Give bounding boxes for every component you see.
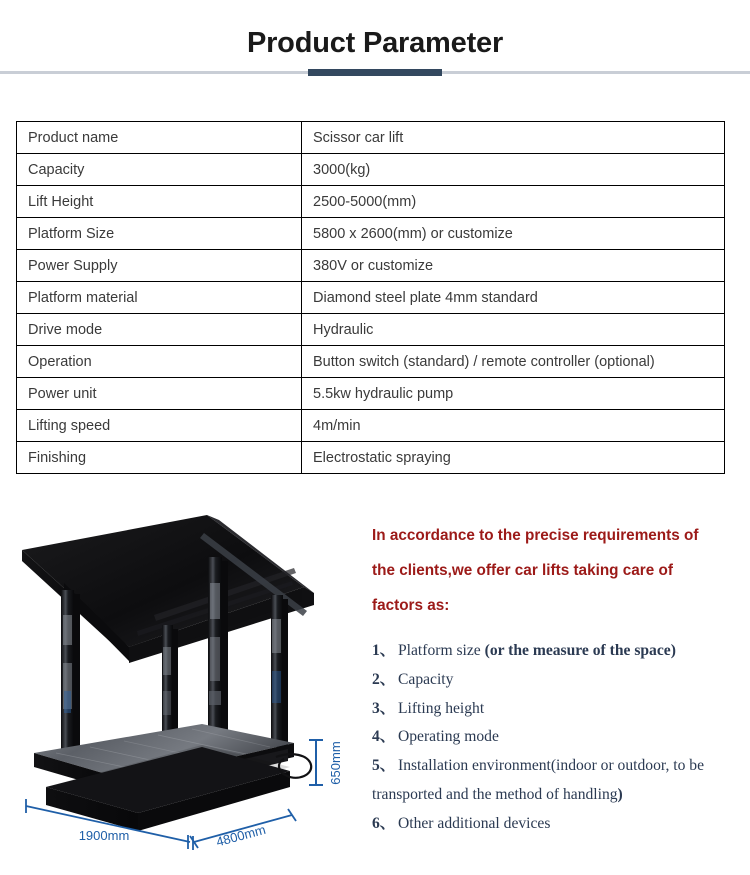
param-name-cell: Drive mode bbox=[17, 314, 302, 346]
param-value-cell: Scissor car lift bbox=[302, 122, 725, 154]
param-value-cell: Button switch (standard) / remote controller (optional) bbox=[302, 346, 725, 378]
list-item bbox=[372, 637, 738, 666]
table-row bbox=[17, 378, 725, 410]
table-row bbox=[17, 122, 725, 154]
page-header bbox=[0, 0, 750, 90]
param-value-cell: 380V or customize bbox=[302, 250, 725, 282]
intro-heading-line-2: the clients,we offer car lifts taking care of bbox=[372, 562, 673, 579]
param-value-cell: Diamond steel plate 4mm standard bbox=[302, 282, 725, 314]
table-row bbox=[17, 346, 725, 378]
info-column bbox=[372, 518, 738, 839]
table-row bbox=[17, 218, 725, 250]
param-name-cell: Product name bbox=[17, 122, 302, 154]
param-value-cell: 5.5kw hydraulic pump bbox=[302, 378, 725, 410]
param-value-cell: Hydraulic bbox=[302, 314, 725, 346]
list-item-number: 4、 bbox=[372, 728, 396, 746]
list-item-text: Installation environment(indoor or outdoor, to be transported and the method of handling bbox=[372, 757, 704, 803]
table-row bbox=[17, 186, 725, 218]
list-item-number: 5、 bbox=[372, 757, 396, 775]
param-value-cell: 4m/min bbox=[302, 410, 725, 442]
lift-column-front-right bbox=[271, 595, 288, 747]
param-name-cell: Platform Size bbox=[17, 218, 302, 250]
list-item bbox=[372, 752, 738, 810]
list-item-text: Operating mode bbox=[398, 728, 499, 746]
param-name-cell: Capacity bbox=[17, 154, 302, 186]
dimension-width-label: 1900mm bbox=[78, 828, 130, 843]
list-item bbox=[372, 695, 738, 724]
table-row bbox=[17, 410, 725, 442]
list-item bbox=[372, 810, 738, 839]
list-item-number: 6、 bbox=[372, 814, 396, 832]
list-item bbox=[372, 666, 738, 695]
param-value-cell: 2500-5000(mm) bbox=[302, 186, 725, 218]
param-name-cell: Lifting speed bbox=[17, 410, 302, 442]
table-body bbox=[17, 122, 725, 474]
table-row bbox=[17, 250, 725, 282]
table-row bbox=[17, 282, 725, 314]
table-row bbox=[17, 314, 725, 346]
param-name-cell: Power unit bbox=[17, 378, 302, 410]
table-row bbox=[17, 442, 725, 474]
factor-list bbox=[372, 637, 738, 839]
lift-column-back-left bbox=[61, 590, 80, 760]
list-item-text: Platform size bbox=[398, 642, 485, 659]
list-item-number: 3、 bbox=[372, 699, 396, 717]
dimension-height-label: 650mm bbox=[328, 741, 343, 785]
param-name-cell: Lift Height bbox=[17, 186, 302, 218]
param-name-cell: Operation bbox=[17, 346, 302, 378]
list-item-text: Lifting height bbox=[398, 699, 485, 717]
product-parameter-table bbox=[16, 121, 725, 474]
table-row bbox=[17, 154, 725, 186]
list-item-text: Capacity bbox=[398, 670, 454, 688]
list-item-number: 1、 bbox=[372, 642, 396, 659]
param-value-cell: Electrostatic spraying bbox=[302, 442, 725, 474]
list-item-emphasis: ) bbox=[617, 785, 623, 803]
list-item-number: 2、 bbox=[372, 670, 396, 688]
page-title: Product Parameter bbox=[246, 27, 504, 59]
list-item-emphasis: (or the measure of the space) bbox=[484, 642, 676, 659]
param-name-cell: Power Supply bbox=[17, 250, 302, 282]
param-value-cell: 5800 x 2600(mm) or customize bbox=[302, 218, 725, 250]
param-value-cell: 3000(kg) bbox=[302, 154, 725, 186]
dimension-length-label: 4800mm bbox=[214, 821, 268, 850]
product-photo bbox=[4, 495, 364, 870]
intro-heading-line-1: In accordance to the precise requirements of bbox=[372, 527, 699, 544]
param-name-cell: Platform material bbox=[17, 282, 302, 314]
title-accent-bar bbox=[308, 69, 442, 76]
intro-heading bbox=[372, 518, 738, 623]
list-item bbox=[372, 723, 738, 752]
list-item-text: Other additional devices bbox=[398, 814, 551, 832]
param-name-cell: Finishing bbox=[17, 442, 302, 474]
intro-heading-line-3: factors as: bbox=[372, 597, 450, 614]
